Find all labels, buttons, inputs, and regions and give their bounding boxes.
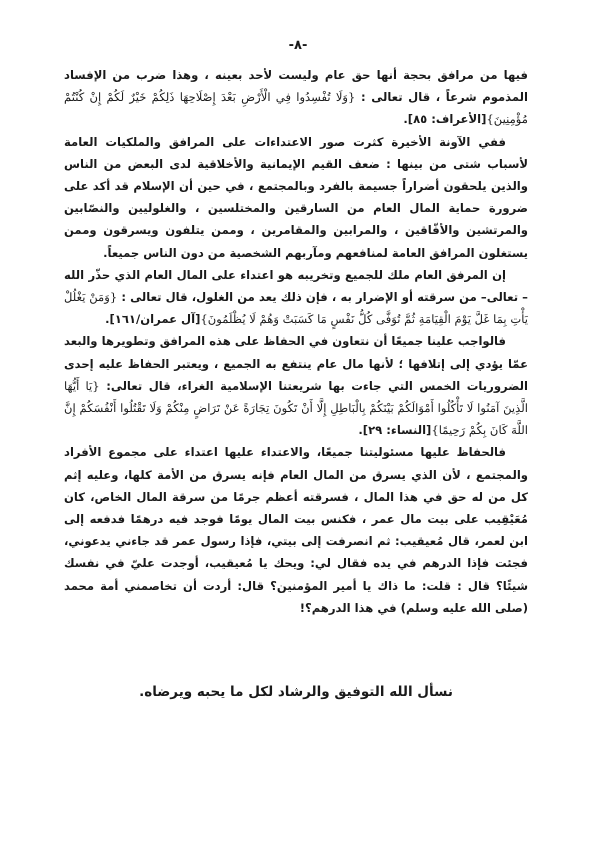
closing-prayer: نسأل الله التوفيق والرشاد لكل ما يحبه ويرضاه. (139, 684, 453, 700)
quran-verse: {وَمَنْ يَغْلُلْ يَأْتِ بِمَا غَلَّ يَوْمَ الْقِيَامَةِ ثُمَّ تُوَفَّى كُلُّ نَفْسٍ مَا كَسَبَتْ وَهُمْ لَا يُظْلَمُونَ} (64, 290, 528, 327)
paragraph-5: فالحفاظ عليها مسئوليتنا جميعًا، والاعتداء عليها اعتداء على مجموع الأفراد والمجتمع ، لأن الذي يسرق من المال العام فإنه يسرق من الأمة كلها، وعليه إثم كل من له حق في هذا المال ، فسرقته أعظم جرمًا من سرقة المال الخاص، كان مُعَيْقِيب على بيت مال عمر ، فكنس بيت المال يومًا فوجد فيه درهمًا فدفعه إلى ابن لعمر، قال مُعيقيب: ثم انصرفت إلى بيتي، فإذا رسول عمر قد جاءني يدعوني، فجئت فإذا الدرهم في يده فقال لي: ويحك يا مُعيقيب، أوجدت عليّ في نفسك شيئًا؟ قال : قلت: ما ذاك يا أمير المؤمنين؟ قال: أردت أن تخاصمني أمة محمد (صلى الله عليه وسلم) في هذا الدرهم؟! (64, 445, 528, 615)
paragraph-text: إن المرفق العام ملك للجميع وتخريبه هو اعتداء على المال العام الذي حذّر الله – تعالى– من سرقته أو الإضرار به ، فإن ذلك يعد من الغلول، قال تعالى : (64, 267, 528, 305)
text-body (64, 64, 528, 619)
quran-verse: {وَلَا تُفْسِدُوا فِي الْأَرْضِ بَعْدَ إِصْلَاحِهَا ذَلِكُمْ خَيْرٌ لَكُمْ إِنْ كُنْتُمْ مُؤْمِنِينَ} (64, 90, 528, 127)
paragraph-4 (64, 330, 528, 441)
quran-verse: {يَا أَيُّهَا الَّذِينَ آمَنُوا لَا تَأْكُلُوا أَمْوَالَكُمْ بَيْنَكُمْ بِالْبَاطِلِ إِلَّا أَنْ تَكُونَ تِجَارَةً عَنْ تَرَاضٍ مِنْكُمْ وَلَا تَقْتُلُوا أَنْفُسَكُمْ إِنَّ اللَّهَ كَانَ بِكُمْ رَحِيمًا} (64, 378, 528, 438)
paragraph-text: فيها من مرافق بحجة أنها حق عام وليست لأحد بعينه ، وهذا ضرب من الإفساد المذموم شرعاً ، قال تعالى : (64, 68, 528, 105)
verse-citation: [الأعراف: ٨٥]. (403, 112, 487, 127)
page-number: -٨- (288, 38, 308, 53)
verse-citation: [آل عمران/١٦١]. (105, 312, 201, 327)
paragraph-1 (64, 64, 528, 131)
paragraph-2: ففي الآونة الأخيرة كثرت صور الاعتداءات على المرافق والملكيات العامة لأسباب شتى من بينها : ضعف القيم الإيمانية والأخلاقية لدى البعض من الناس والذين يلحقون أضراراً جسيمة بالفرد وبالمجتمع ، في حين أن الإسلام قد أكد على ضرورة حماية المال العام من السارقين والمختلسين ، والغلوليين والنصّابين والمرتشين والأفّاقين ، والمرابين والمقامرين ، وممن يتلفون ويسرقون وممن يستغلون المرافق العامة لمنافعهم ومآربهم الشخصية من دون الناس جميعاً. (64, 134, 528, 260)
verse-citation: [النساء: ٢٩]. (358, 423, 432, 438)
paragraph-text: فالواجب علينا جميعًا أن نتعاون في الحفاظ على هذه المرافق وتطويرها والبعد عمّا يؤدي إلى إتلافها ؛ لأنها مال عام ينتفع به الجميع ، ويعتبر الحفاظ عليه إحدى الضروريات الخمس التي جاءت بها شريعتنا الإسلامية الغراء، قال تعالى: (64, 334, 528, 393)
paragraph-3 (64, 264, 528, 331)
